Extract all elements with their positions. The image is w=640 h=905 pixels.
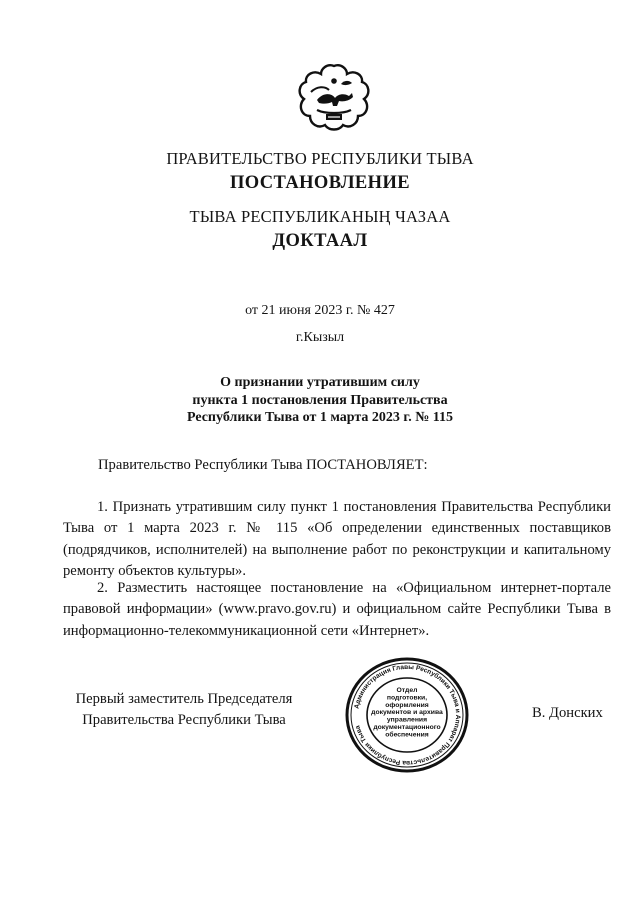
title-line: Республики Тыва от 1 марта 2023 г. № 115 [186,410,454,425]
stamp-center-line: управления [386,716,428,724]
stamp-center-text [371,687,443,738]
doc-type-ru: ПОСТАНОВЛЕНИЕ [229,173,410,193]
position-line: Правительства Республики Тыва [82,712,286,729]
item-1-text: 1. Признать утратившим силу пункт 1 постановления Правительства Республики Тыва от 1 марта 2023 г. № 115 «Об определении единственных поставщиков (подрядчиков, исполнителей) на выполнение работ по реконструкции и капитальному ремонту объектов культуры». [63,499,611,579]
stamp-center-line: документов и архива [371,709,443,717]
stamp-center-line: оформления [385,701,429,709]
doc-type-tyv: ДОКТААЛ [272,231,368,251]
title-line: О признании утратившим силу [220,375,420,390]
tuva-coat-of-arms-icon [297,62,371,132]
item-2 [63,578,611,642]
official-stamp [344,656,470,774]
preamble: Правительство Республики Тыва ПОСТАНОВЛЯЕТ: [98,457,428,473]
item-1 [63,497,611,582]
city: г.Кызыл [295,330,345,345]
stamp-center-line: Отдел [396,687,418,694]
document-title [0,374,640,427]
stamp-center-line: обеспечения [385,731,429,739]
title-line: пункта 1 постановления Правительства [192,392,448,408]
government-name-ru: ПРАВИТЕЛЬСТВО РЕСПУБЛИКИ ТЫВА [166,149,474,168]
position-line: Первый заместитель Председателя [75,691,293,707]
signatory-name: В. Донских [532,705,603,721]
date-number: от 21 июня 2023 г. № 427 [245,303,395,318]
item-2-text: 2. Разместить настоящее постановление на «Официальном интернет-портале правовой информации» (www.pravo.gov.ru) и официальном сайте Республики Тыва в информационно-телекоммуникационной сети «Интернет». [63,580,611,639]
stamp-ring-text: Администрация Главы Республики Тыва и Аппарат Правительства Республики Тыва [353,663,462,767]
stamp-center-line: документационного [373,724,441,731]
signatory-position [64,689,304,732]
government-name-tyv: ТЫВА РЕСПУБЛИКАНЫҢ ЧАЗАА [189,207,451,226]
stamp-center-line: подготовки, [386,694,428,702]
